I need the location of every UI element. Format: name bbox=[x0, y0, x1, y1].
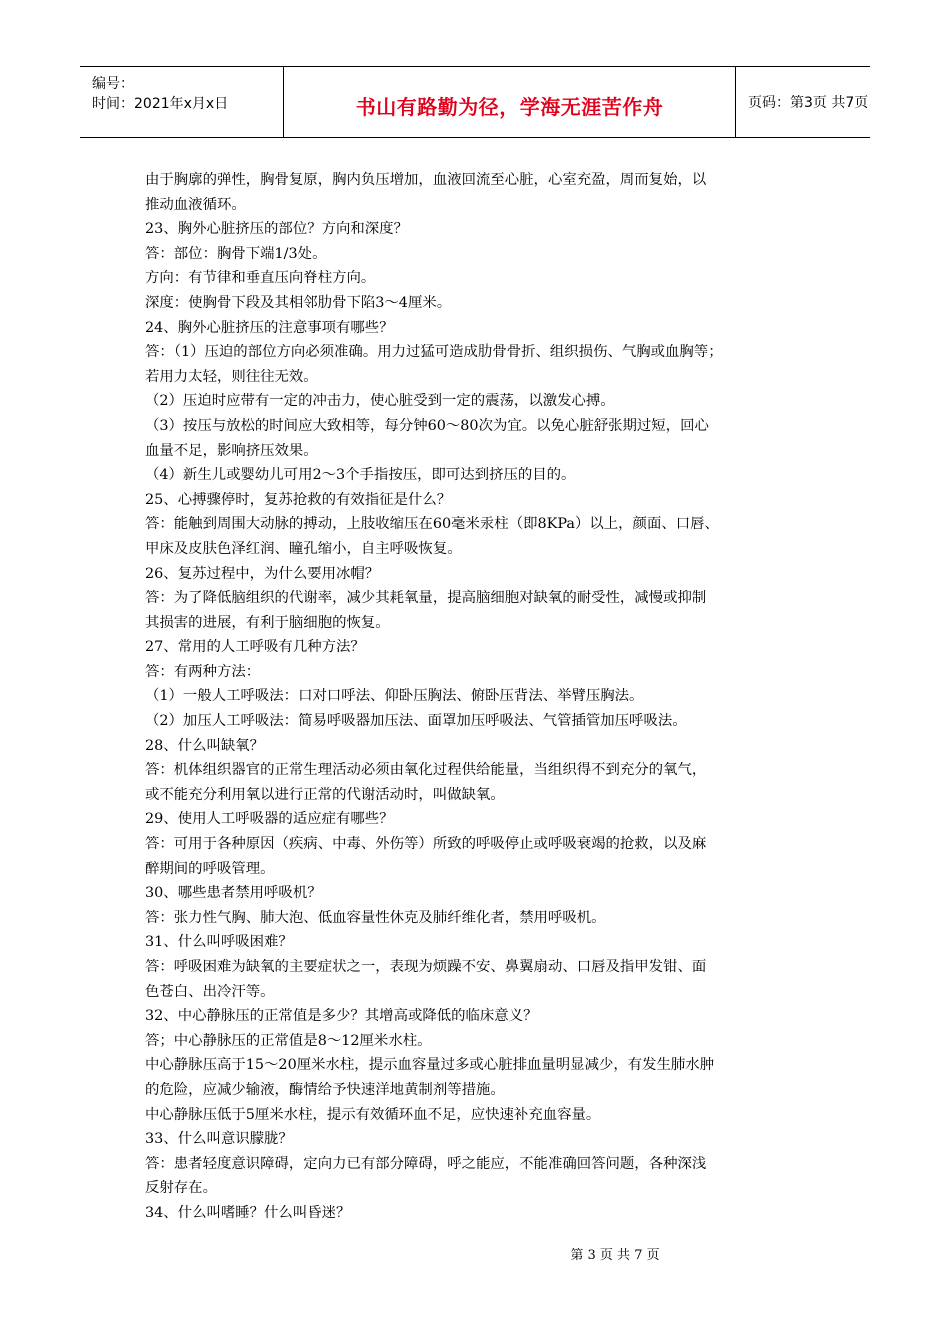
text-line: 答：部位：胸骨下端1/3处。 bbox=[145, 245, 327, 262]
text-line: 血量不足，影响挤压效果。 bbox=[145, 442, 318, 459]
number-label: 编号： bbox=[92, 76, 134, 92]
text-line: （3）按压与放松的时间应大致相等，每分钟60～80次为宜。以免心脏舒张期过短，回心 bbox=[145, 417, 709, 434]
question-line: 27、常用的人工呼吸有几种方法？ bbox=[145, 639, 365, 656]
question-line: 32、中心静脉压的正常值是多少？其增高或降低的临床意义？ bbox=[145, 1008, 538, 1025]
text-line: 甲床及皮肤色泽红润、瞳孔缩小，自主呼吸恢复。 bbox=[145, 540, 462, 557]
document-header bbox=[80, 66, 870, 138]
question-line: 23、胸外心脏挤压的部位？方向和深度？ bbox=[145, 221, 408, 238]
text-line: 由于胸廓的弹性，胸骨复原，胸内负压增加，血液回流至心脏，心室充盈，周而复始，以 bbox=[145, 172, 707, 188]
text-line: 色苍白、出冷汗等。 bbox=[145, 983, 275, 1000]
page-info: 页码：第3页 共7页 bbox=[748, 95, 869, 111]
header-motto-cell bbox=[284, 67, 736, 137]
question-line: 33、什么叫意识朦胧？ bbox=[145, 1131, 293, 1148]
question-line: 25、心搏骤停时，复苏抢救的有效指征是什么？ bbox=[145, 491, 452, 508]
text-line: 方向：有节律和垂直压向脊柱方向。 bbox=[145, 270, 376, 287]
question-line: 31、什么叫呼吸困难？ bbox=[145, 934, 293, 951]
question-line: 34、什么叫嗜睡？什么叫昏迷？ bbox=[145, 1204, 351, 1221]
header-page-cell bbox=[736, 67, 870, 137]
text-line: 中心静脉压高于15～20厘米水柱，提示血容量过多或心脏排血量明显减少，有发生肺水肿 bbox=[145, 1057, 715, 1074]
question-line: 24、胸外心脏挤压的注意事项有哪些？ bbox=[145, 319, 394, 336]
text-line: 答：可用于各种原因（疾病、中毒、外伤等）所致的呼吸停止或呼吸衰竭的抢救，以及麻 bbox=[145, 836, 707, 853]
text-line: 中心静脉压低于5厘米水柱，提示有效循环血不足，应快速补充血容量。 bbox=[145, 1106, 601, 1123]
page-footer bbox=[0, 1244, 950, 1263]
footer-page-number: 第 3 页 共 7 页 bbox=[570, 1248, 660, 1263]
text-line: 其损害的进展，有利于脑细胞的恢复。 bbox=[145, 614, 390, 631]
header-meta-cell bbox=[80, 67, 284, 137]
motto-text: 书山有路勤为径，学海无涯苦作舟 bbox=[355, 95, 664, 119]
text-line: 醉期间的呼吸管理。 bbox=[145, 860, 275, 877]
text-line: 答：张力性气胸、肺大泡、低血容量性休克及肺纤维化者，禁用呼吸机。 bbox=[145, 909, 606, 926]
text-line: 的危险，应减少输液，酶情给予快速洋地黄制剂等措施。 bbox=[145, 1081, 505, 1098]
question-line: 30、哪些患者禁用呼吸机？ bbox=[145, 885, 322, 902]
text-line: 深度：使胸骨下段及其相邻肋骨下陷3～4厘米。 bbox=[145, 294, 452, 311]
text-line: 答：有两种方法： bbox=[145, 663, 261, 680]
text-line: 答：机体组织器官的正常生理活动必须由氧化过程供给能量，当组织得不到充分的氧气， bbox=[145, 762, 707, 779]
text-line: （2）压迫时应带有一定的冲击力，使心脏受到一定的震荡，以激发心搏。 bbox=[145, 393, 615, 410]
text-line: 答：能触到周围大动脉的搏动，上肢收缩压在60毫米汞柱（即8KPa）以上，颜面、口唇、 bbox=[145, 516, 719, 533]
text-line: （2）加压人工呼吸法：简易呼吸器加压法、面罩加压呼吸法、气管插管加压呼吸法。 bbox=[145, 713, 687, 730]
text-line: 答：患者轻度意识障碍，定向力已有部分障碍，呼之能应，不能准确回答问题，各种深浅 bbox=[145, 1155, 707, 1172]
time-label: 时间：2021年x月x日 bbox=[92, 96, 229, 112]
text-line: 答；中心静脉压的正常值是8～12厘米水柱。 bbox=[145, 1032, 432, 1049]
text-line: 或不能充分利用氧以进行正常的代谢活动时，叫做缺氧。 bbox=[145, 786, 505, 803]
text-line: 答：呼吸困难为缺氧的主要症状之一，表现为烦躁不安、鼻翼扇动、口唇及指甲发钳、面 bbox=[145, 959, 707, 975]
question-line: 26、复苏过程中，为什么要用冰帽？ bbox=[145, 565, 380, 582]
document-body bbox=[145, 168, 815, 1226]
text-line: （4）新生儿或婴幼儿可用2～3个手指按压，即可达到挤压的目的。 bbox=[145, 467, 576, 484]
text-line: 答：（1）压迫的部位方向必须准确。用力过猛可造成肋骨骨折、组织损伤、气胸或血胸等； bbox=[145, 344, 723, 361]
text-line: 答：为了降低脑组织的代谢率，减少其耗氧量，提高脑细胞对缺氧的耐受性，减慢或抑制 bbox=[145, 590, 707, 607]
text-line: 推动血液循环。 bbox=[145, 196, 246, 213]
question-line: 28、什么叫缺氧？ bbox=[145, 737, 265, 754]
text-line: 反射存在。 bbox=[145, 1180, 217, 1197]
question-line: 29、使用人工呼吸器的适应症有哪些？ bbox=[145, 811, 394, 828]
text-line: 若用力太轻，则往往无效。 bbox=[145, 368, 318, 385]
text-line: （1）一般人工呼吸法：口对口呼法、仰卧压胸法、俯卧压背法、举臂压胸法。 bbox=[145, 688, 644, 705]
